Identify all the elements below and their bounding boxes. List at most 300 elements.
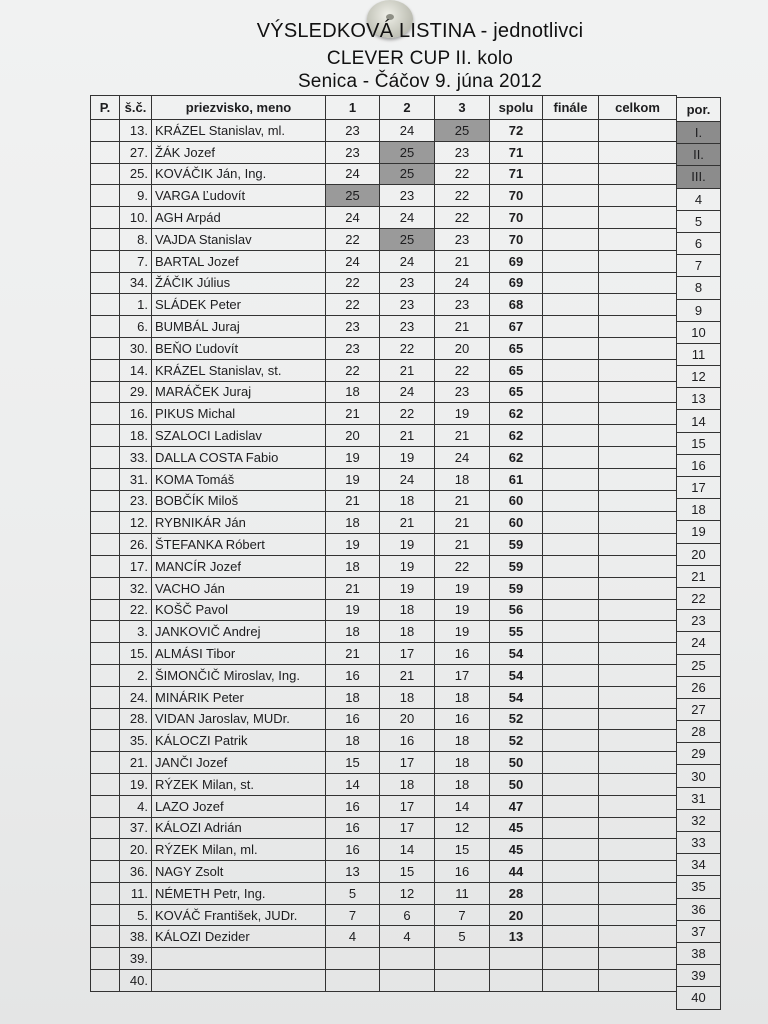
total-score: 65 [490, 337, 543, 359]
overall-score [599, 555, 677, 577]
table-row [91, 555, 677, 577]
round-1-score: 15 [326, 752, 380, 774]
total-score: 54 [490, 664, 543, 686]
final-score [543, 730, 599, 752]
placement-row [677, 632, 721, 654]
p-cell [91, 730, 120, 752]
total-score: 62 [490, 446, 543, 468]
placement-value: 7 [677, 255, 721, 277]
placement-value: 14 [677, 410, 721, 432]
round-1-score: 24 [326, 250, 380, 272]
total-score: 67 [490, 316, 543, 338]
placement-row [677, 565, 721, 587]
overall-score [599, 577, 677, 599]
placement-row [677, 987, 721, 1009]
start-number: 15. [120, 643, 152, 665]
final-score [543, 381, 599, 403]
round-2-score: 25 [380, 228, 435, 250]
overall-score [599, 316, 677, 338]
round-3-score: 5 [435, 926, 490, 948]
round-2-score: 19 [380, 555, 435, 577]
round-1-score: 22 [326, 272, 380, 294]
start-number: 22. [120, 599, 152, 621]
round-2-score: 23 [380, 272, 435, 294]
round-3-score: 18 [435, 686, 490, 708]
placement-row [677, 166, 721, 188]
p-cell [91, 490, 120, 512]
placement-value: 9 [677, 299, 721, 321]
table-row [91, 708, 677, 730]
table-row [91, 599, 677, 621]
placement-row [677, 343, 721, 365]
p-cell [91, 599, 120, 621]
competitor-name: MANCÍR Jozef [152, 555, 326, 577]
overall-score [599, 643, 677, 665]
overall-score [599, 512, 677, 534]
round-2-score: 4 [380, 926, 435, 948]
competitor-name: ALMÁSI Tibor [152, 643, 326, 665]
total-score: 71 [490, 141, 543, 163]
overall-score [599, 207, 677, 229]
placement-row [677, 454, 721, 476]
final-score [543, 250, 599, 272]
p-cell [91, 316, 120, 338]
placement-value: 12 [677, 366, 721, 388]
placement-row [677, 721, 721, 743]
competitor-name: VARGA Ľudovít [152, 185, 326, 207]
final-score [543, 882, 599, 904]
overall-score [599, 120, 677, 142]
placement-row [677, 676, 721, 698]
final-score [543, 141, 599, 163]
round-1-score: 21 [326, 490, 380, 512]
total-score: 54 [490, 686, 543, 708]
col-p: P. [91, 96, 120, 120]
placement-value: 37 [677, 920, 721, 942]
final-score [543, 708, 599, 730]
round-2-score: 17 [380, 795, 435, 817]
final-score [543, 795, 599, 817]
round-1-score: 18 [326, 512, 380, 534]
round-1-score: 7 [326, 904, 380, 926]
round-1-score: 16 [326, 839, 380, 861]
start-number: 20. [120, 839, 152, 861]
final-score [543, 228, 599, 250]
table-row [91, 316, 677, 338]
table-row [91, 228, 677, 250]
sheet-title: VÝSLEDKOVÁ LISTINA - jednotlivci [256, 20, 584, 42]
start-number: 8. [120, 228, 152, 250]
placement-row [677, 942, 721, 964]
round-3-score: 16 [435, 861, 490, 883]
placement-row [677, 765, 721, 787]
final-score [543, 163, 599, 185]
competitor-name: JANKOVIČ Andrej [152, 621, 326, 643]
table-row [91, 686, 677, 708]
overall-score [599, 621, 677, 643]
round-2-score: 18 [380, 490, 435, 512]
total-score: 52 [490, 708, 543, 730]
competitor-name: VAJDA Stanislav [152, 228, 326, 250]
start-number: 1. [120, 294, 152, 316]
final-score [543, 926, 599, 948]
placement-row [677, 587, 721, 609]
start-number: 28. [120, 708, 152, 730]
p-cell [91, 207, 120, 229]
placement-table [676, 97, 721, 1010]
placement-row [677, 854, 721, 876]
round-3-score: 20 [435, 337, 490, 359]
round-2-score: 21 [380, 512, 435, 534]
round-2-score: 18 [380, 621, 435, 643]
placement-value: 23 [677, 610, 721, 632]
start-number: 25. [120, 163, 152, 185]
round-3-score: 23 [435, 228, 490, 250]
competitor-name: RÝZEK Milan, st. [152, 773, 326, 795]
col-celkom: celkom [599, 96, 677, 120]
overall-score [599, 359, 677, 381]
round-1-score: 21 [326, 577, 380, 599]
competitor-name: SLÁDEK Peter [152, 294, 326, 316]
placement-value: 31 [677, 787, 721, 809]
round-1-score: 16 [326, 664, 380, 686]
overall-score [599, 337, 677, 359]
round-1-score: 19 [326, 534, 380, 556]
start-number: 39. [120, 948, 152, 970]
p-cell [91, 446, 120, 468]
round-3-score: 22 [435, 555, 490, 577]
p-cell [91, 163, 120, 185]
table-row [91, 839, 677, 861]
overall-score [599, 490, 677, 512]
total-score [490, 948, 543, 970]
overall-score [599, 948, 677, 970]
table-row [91, 207, 677, 229]
competitor-name: SZALOCI Ladislav [152, 425, 326, 447]
overall-score [599, 730, 677, 752]
total-score: 69 [490, 250, 543, 272]
final-score [543, 686, 599, 708]
competitor-name: ŠTEFANKA Róbert [152, 534, 326, 556]
total-score [490, 970, 543, 992]
start-number: 35. [120, 730, 152, 752]
p-cell [91, 904, 120, 926]
table-row [91, 425, 677, 447]
overall-score [599, 839, 677, 861]
final-score [543, 817, 599, 839]
placement-value: 5 [677, 210, 721, 232]
p-cell [91, 359, 120, 381]
table-row [91, 882, 677, 904]
round-1-score: 24 [326, 163, 380, 185]
competitor-name: BUMBÁL Juraj [152, 316, 326, 338]
final-score [543, 337, 599, 359]
overall-score [599, 708, 677, 730]
p-cell [91, 861, 120, 883]
competitor-name: KRÁZEL Stanislav, ml. [152, 120, 326, 142]
round-1-score: 4 [326, 926, 380, 948]
final-score [543, 359, 599, 381]
placement-value: 25 [677, 654, 721, 676]
overall-score [599, 599, 677, 621]
p-cell [91, 752, 120, 774]
placement-row [677, 698, 721, 720]
final-score [543, 664, 599, 686]
competitor-name: ŽÁČIK Július [152, 272, 326, 294]
placement-row [677, 610, 721, 632]
table-row [91, 512, 677, 534]
start-number: 27. [120, 141, 152, 163]
round-2-score: 19 [380, 577, 435, 599]
total-score: 68 [490, 294, 543, 316]
competition-name: CLEVER CUP II. kolo [326, 48, 514, 69]
round-2-score: 12 [380, 882, 435, 904]
final-score [543, 272, 599, 294]
round-3-score: 19 [435, 577, 490, 599]
table-row [91, 904, 677, 926]
round-1-score: 25 [326, 185, 380, 207]
round-2-score: 21 [380, 359, 435, 381]
placement-row [677, 965, 721, 987]
placement-value: 33 [677, 832, 721, 854]
overall-score [599, 468, 677, 490]
round-3-score: 19 [435, 599, 490, 621]
total-score: 50 [490, 773, 543, 795]
total-score: 70 [490, 185, 543, 207]
round-3-score: 18 [435, 773, 490, 795]
placement-value: I. [677, 122, 721, 144]
overall-score [599, 817, 677, 839]
round-2-score: 14 [380, 839, 435, 861]
place-and-date: Senica - Čáčov 9. júna 2012 [297, 71, 543, 92]
placement-row [677, 321, 721, 343]
placement-value: 15 [677, 432, 721, 454]
total-score: 62 [490, 425, 543, 447]
round-1-score: 13 [326, 861, 380, 883]
total-score: 59 [490, 577, 543, 599]
start-number: 17. [120, 555, 152, 577]
placement-value: 11 [677, 343, 721, 365]
round-3-score: 22 [435, 163, 490, 185]
competitor-name: JANČI Jozef [152, 752, 326, 774]
competitor-name: PIKUS Michal [152, 403, 326, 425]
round-2-score: 23 [380, 294, 435, 316]
total-score: 55 [490, 621, 543, 643]
placement-row [677, 432, 721, 454]
table-row [91, 861, 677, 883]
round-3-score: 18 [435, 468, 490, 490]
final-score [543, 425, 599, 447]
round-2-score: 20 [380, 708, 435, 730]
placement-value: 21 [677, 565, 721, 587]
competitor-name: KÁLOZI Adrián [152, 817, 326, 839]
start-number: 30. [120, 337, 152, 359]
competitor-name [152, 948, 326, 970]
total-score: 13 [490, 926, 543, 948]
p-cell [91, 970, 120, 992]
final-score [543, 861, 599, 883]
round-1-score [326, 948, 380, 970]
p-cell [91, 839, 120, 861]
start-number: 11. [120, 882, 152, 904]
table-row [91, 294, 677, 316]
overall-score [599, 861, 677, 883]
total-score: 65 [490, 359, 543, 381]
total-score: 60 [490, 512, 543, 534]
round-3-score: 16 [435, 643, 490, 665]
round-2-score: 15 [380, 861, 435, 883]
round-3-score: 23 [435, 141, 490, 163]
p-cell [91, 381, 120, 403]
round-3-score: 22 [435, 207, 490, 229]
start-number: 29. [120, 381, 152, 403]
table-row [91, 403, 677, 425]
p-cell [91, 686, 120, 708]
start-number: 5. [120, 904, 152, 926]
start-number: 12. [120, 512, 152, 534]
round-3-score: 19 [435, 621, 490, 643]
competitor-name: VIDAN Jaroslav, MUDr. [152, 708, 326, 730]
placement-value: 38 [677, 942, 721, 964]
round-2-score: 16 [380, 730, 435, 752]
round-2-score: 24 [380, 207, 435, 229]
overall-score [599, 141, 677, 163]
start-number: 3. [120, 621, 152, 643]
round-3-score: 25 [435, 120, 490, 142]
p-cell [91, 425, 120, 447]
table-row [91, 468, 677, 490]
round-2-score: 22 [380, 337, 435, 359]
round-3-score: 16 [435, 708, 490, 730]
placement-value: 29 [677, 743, 721, 765]
overall-score [599, 272, 677, 294]
empty-row [91, 970, 677, 992]
start-number: 38. [120, 926, 152, 948]
start-number: 21. [120, 752, 152, 774]
round-1-score: 22 [326, 359, 380, 381]
round-1-score: 22 [326, 294, 380, 316]
overall-score [599, 752, 677, 774]
table-row [91, 773, 677, 795]
p-cell [91, 468, 120, 490]
start-number: 6. [120, 316, 152, 338]
round-1-score: 18 [326, 381, 380, 403]
start-number: 37. [120, 817, 152, 839]
placement-row [677, 832, 721, 854]
final-score [543, 534, 599, 556]
placement-row [677, 255, 721, 277]
p-cell [91, 708, 120, 730]
start-number: 32. [120, 577, 152, 599]
start-number: 31. [120, 468, 152, 490]
p-cell [91, 534, 120, 556]
p-cell [91, 817, 120, 839]
overall-score [599, 381, 677, 403]
round-3-score: 21 [435, 490, 490, 512]
final-score [543, 970, 599, 992]
overall-score [599, 664, 677, 686]
round-1-score: 21 [326, 643, 380, 665]
placement-row [677, 920, 721, 942]
round-2-score: 18 [380, 773, 435, 795]
table-row [91, 577, 677, 599]
final-score [543, 555, 599, 577]
total-score: 45 [490, 839, 543, 861]
round-3-score [435, 948, 490, 970]
round-1-score: 18 [326, 555, 380, 577]
table-row [91, 446, 677, 468]
round-2-score: 25 [380, 163, 435, 185]
p-cell [91, 185, 120, 207]
round-1-score [326, 970, 380, 992]
total-score: 50 [490, 752, 543, 774]
overall-score [599, 882, 677, 904]
p-cell [91, 337, 120, 359]
round-3-score: 19 [435, 403, 490, 425]
round-3-score: 14 [435, 795, 490, 817]
p-cell [91, 621, 120, 643]
round-1-score: 18 [326, 730, 380, 752]
round-2-score: 18 [380, 599, 435, 621]
start-number: 19. [120, 773, 152, 795]
final-score [543, 512, 599, 534]
placement-value: 26 [677, 676, 721, 698]
header-row [91, 96, 677, 120]
table-row [91, 185, 677, 207]
placement-row [677, 210, 721, 232]
round-1-score: 19 [326, 446, 380, 468]
placement-row [677, 366, 721, 388]
competitor-name: KOŠČ Pavol [152, 599, 326, 621]
placement-value: 18 [677, 499, 721, 521]
col-finale: finále [543, 96, 599, 120]
final-score [543, 468, 599, 490]
p-cell [91, 948, 120, 970]
final-score [543, 316, 599, 338]
p-cell [91, 272, 120, 294]
table-row [91, 163, 677, 185]
placement-value: 22 [677, 587, 721, 609]
overall-score [599, 773, 677, 795]
placement-value: 4 [677, 188, 721, 210]
round-3-score: 23 [435, 294, 490, 316]
placement-row [677, 232, 721, 254]
col-r1: 1 [326, 96, 380, 120]
p-cell [91, 228, 120, 250]
start-number: 40. [120, 970, 152, 992]
round-2-score: 17 [380, 817, 435, 839]
final-score [543, 446, 599, 468]
round-3-score: 24 [435, 446, 490, 468]
total-score: 69 [490, 272, 543, 294]
round-3-score: 18 [435, 752, 490, 774]
placement-row [677, 499, 721, 521]
p-cell [91, 773, 120, 795]
placement-row [677, 122, 721, 144]
competitor-name: ŠIMONČIČ Miroslav, Ing. [152, 664, 326, 686]
round-2-score: 21 [380, 425, 435, 447]
table-row [91, 272, 677, 294]
placement-row [677, 410, 721, 432]
total-score: 59 [490, 534, 543, 556]
total-score: 56 [490, 599, 543, 621]
round-3-score: 22 [435, 185, 490, 207]
p-cell [91, 795, 120, 817]
col-sc: š.č. [120, 96, 152, 120]
start-number: 2. [120, 664, 152, 686]
round-3-score: 21 [435, 534, 490, 556]
total-score: 62 [490, 403, 543, 425]
